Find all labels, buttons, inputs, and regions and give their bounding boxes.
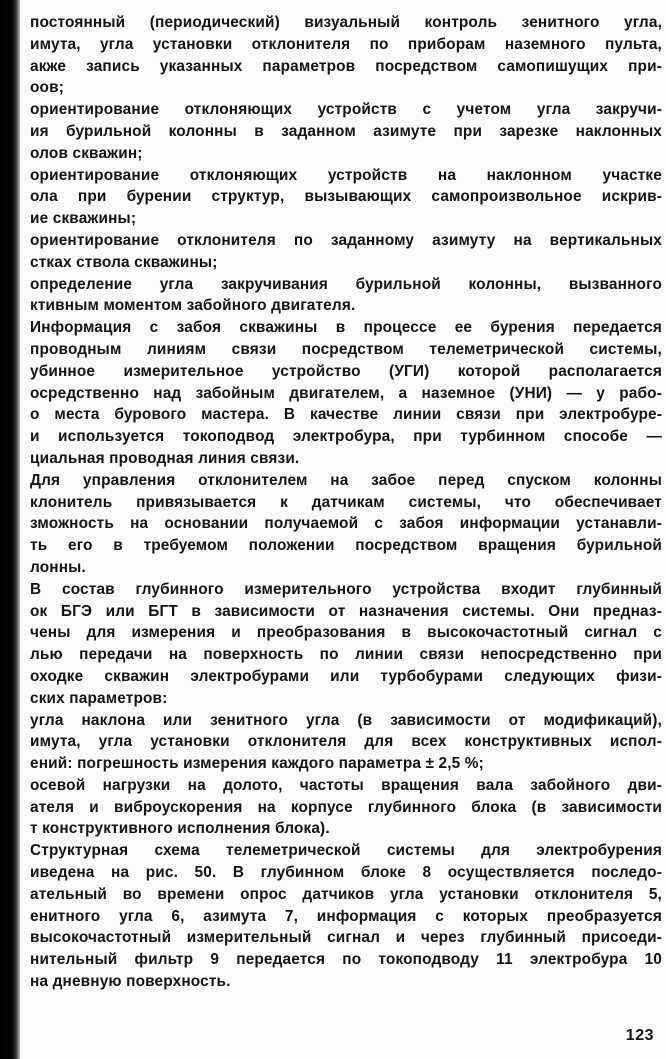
text-line: ть его в требуемом положении посредством вращения бурильной: [30, 537, 662, 555]
text-line: оходке скважин электробурами или турбобурами следующих физи-: [30, 667, 662, 685]
text-line: убинное измерительное устройство (УГИ) которой располагается: [30, 362, 662, 380]
text-line: циальная проводная линия связи.: [30, 449, 300, 467]
text-line: осредственно над забойным двигателем, а наземное (УНИ) — у рабо-: [30, 384, 662, 402]
page-number: 123: [625, 1027, 654, 1044]
text-line: высокочастотный измерительный сигнал и через глубинный присоеди-: [30, 929, 662, 947]
text-line: ок БГЭ или БГТ в зависимости от назначения системы. Они предназ-: [30, 602, 662, 620]
text-line: клонитель привязывается к датчикам системы, что обеспечивает: [30, 493, 662, 511]
text-line: оов;: [30, 79, 64, 97]
text-line: имута, угла установки отклонителя по приборам наземного пульта,: [30, 35, 662, 53]
text-line: лонны.: [30, 558, 86, 576]
text-line: зможность на основании получаемой с забоя информации устанавли-: [30, 515, 662, 533]
text-line: т конструктивного исполнения блока).: [30, 820, 330, 838]
text-line: ательный во времени опрос датчиков угла установки отклонителя 5,: [30, 885, 662, 903]
text-line: ия бурильной колонны в заданном азимуте при зарезке наклонных: [30, 122, 662, 140]
text-line: стках ствола скважины;: [30, 253, 218, 271]
text-line: Для управления отклонителем на забое перед спуском колонны: [30, 471, 662, 489]
text-line: олов скважин;: [30, 144, 143, 162]
text-line: осевой нагрузки на долото, частоты вращения вала забойного дви-: [30, 776, 662, 794]
text-line: Структурная схема телеметрической системы для электробурения: [30, 842, 662, 860]
text-line: проводным линиям связи посредством телеметрической системы,: [30, 340, 662, 358]
text-line: Информация с забоя скважины в процессе ее бурения передается: [30, 319, 662, 337]
text-line: ола при бурении структур, вызывающих самопроизвольное искрив-: [30, 188, 662, 206]
text-line: иведена на рис. 50. В глубинном блоке 8 осуществляется последо-: [30, 864, 662, 882]
text-line: на дневную поверхность.: [30, 973, 231, 991]
text-line: постоянный (периодический) визуальный контроль зенитного угла,: [30, 14, 662, 31]
text-line: енитного угла 6, азимута 7, информация с которых преобразуется: [30, 907, 662, 925]
body-text: [30, 12, 662, 993]
binding-shadow: [0, 0, 20, 1059]
text-line: ие скважины;: [30, 210, 137, 228]
text-line: нительный фильтр 9 передается по токоподводу 11 электробура 10: [30, 951, 662, 969]
text-line: лью передачи на поверхность по линии связи непосредственно при: [30, 646, 662, 664]
text-line: чены для измерения и преобразования в высокочастотный сигнал с: [30, 624, 662, 642]
text-line: ориентирование отклоняющих устройств на наклонном участке: [30, 166, 662, 184]
text-line: имута, угла установки отклонителя для всех конструктивных испол-: [30, 733, 662, 751]
text-line: и используется токоподвод электробура, при турбинном способе —: [30, 428, 662, 446]
text-line: о места бурового мастера. В качестве линии связи при электробуре-: [30, 406, 662, 424]
text-line: ений: погрешность измерения каждого параметра ± 2,5 %;: [30, 755, 484, 773]
text-line: ктивным моментом забойного двигателя.: [30, 297, 356, 315]
text-line: определение угла закручивания бурильной колонны, вызванного: [30, 275, 662, 293]
text-line: ателя и виброускорения на корпусе глубинного блока (в зависимости: [30, 798, 662, 816]
text-line: ориентирование отклонителя по заданному азимуту на вертикальных: [30, 231, 662, 249]
text-line: ских параметров:: [30, 689, 168, 707]
text-line: угла наклона или зенитного угла (в зависимости от модификаций),: [30, 711, 662, 729]
text-line: ориентирование отклоняющих устройств с учетом угла закручи-: [30, 101, 662, 119]
text-line: акже запись указанных параметров посредством самопишущих при-: [30, 57, 662, 75]
text-line: В состав глубинного измерительного устройства входит глубинный: [30, 580, 662, 598]
